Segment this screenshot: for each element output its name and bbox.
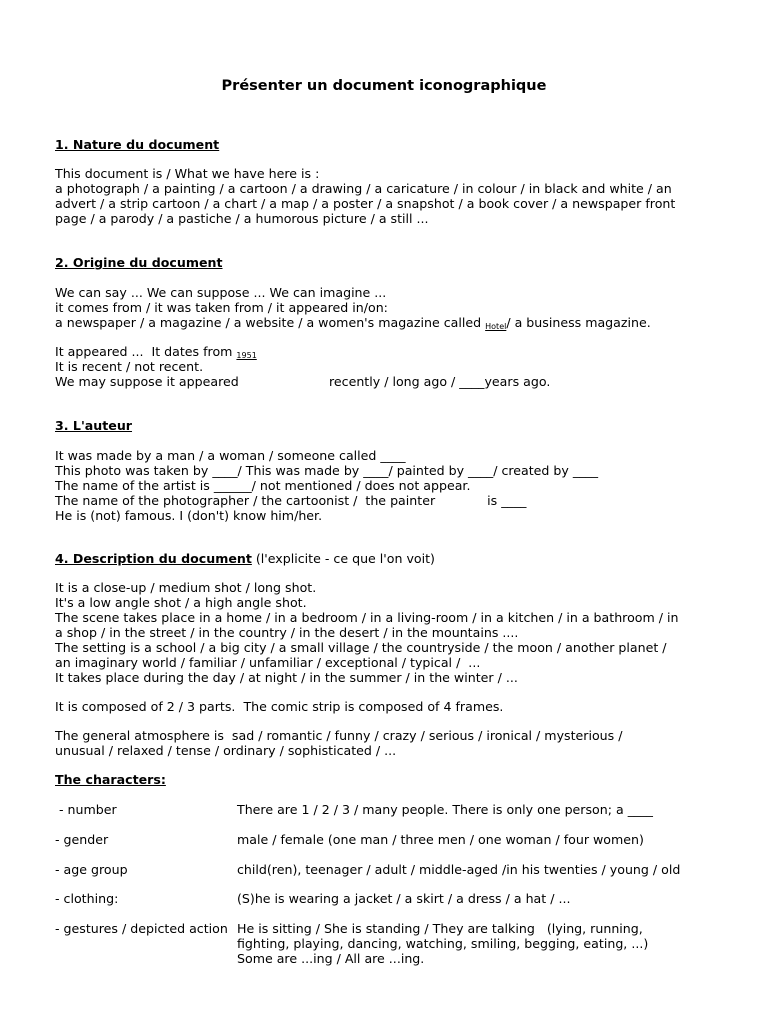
char-label-clothing: - clothing: xyxy=(55,891,119,906)
section-2-heading: 2. Origine du document xyxy=(55,255,223,270)
char-text-age-group: child(ren), teenager / adult / middle-aged /in his twenties / young / old xyxy=(237,862,681,877)
char-label-gender: - gender xyxy=(55,832,109,847)
s4-composed: It is composed of 2 / 3 parts. The comic strip is composed of 4 frames. xyxy=(55,699,504,714)
s4-atmosphere: unusual / relaxed / tense / ordinary / sophisticated / ... xyxy=(55,743,397,758)
s2-line: It is recent / not recent. xyxy=(55,359,204,374)
s1-line: advert / a strip cartoon / a chart / a map / a poster / a snapshot / a book cover / a newspaper front xyxy=(55,196,676,211)
char-text-gestures: fighting, playing, dancing, watching, smiling, begging, eating, ...) xyxy=(237,936,649,951)
s3-line: The name of the artist is ______/ not mentioned / does not appear. xyxy=(55,478,471,493)
s2-line: We may suppose it appeared xyxy=(55,374,239,389)
s3-line: The name of the photographer / the cartoonist / the painter is ____ xyxy=(55,493,527,508)
s4-line: a shop / in the street / in the country / in the desert / in the mountains .... xyxy=(55,625,519,640)
s2-line: recently / long ago / ____years ago. xyxy=(329,374,551,389)
s3-line: This photo was taken by ____/ This was made by ____/ painted by ____/ created by ____ xyxy=(55,463,599,478)
characters-heading: The characters: xyxy=(55,772,166,787)
s1-line: This document is / What we have here is : xyxy=(55,166,320,181)
s1-line: a photograph / a painting / a cartoon / a drawing / a caricature / in colour / in black and white / an xyxy=(55,181,672,196)
page-title: Présenter un document iconographique xyxy=(221,78,547,94)
char-text-number: There are 1 / 2 / 3 / many people. There is only one person; a ____ xyxy=(237,802,653,817)
char-text-gestures: He is sitting / She is standing / They are talking (lying, running, xyxy=(237,921,643,936)
section-1-heading: 1. Nature du document xyxy=(55,137,220,152)
char-text-gestures: Some are ...ing / All are ...ing. xyxy=(237,951,425,966)
char-text-gender: male / female (one man / three men / one woman / four women) xyxy=(237,832,644,847)
s4-line: It takes place during the day / at night / in the summer / in the winter / ... xyxy=(55,670,518,685)
s4-line: The setting is a school / a big city / a small village / the countryside / the moon / another planet / xyxy=(55,640,667,655)
magazine-name-fill: Hotel xyxy=(485,322,507,331)
s3-line: He is (not) famous. I (don't) know him/her. xyxy=(55,508,323,523)
s4-line: an imaginary world / familiar / unfamiliar / exceptional / typical / ... xyxy=(55,655,481,670)
section-3-heading: 3. L'auteur xyxy=(55,418,133,433)
char-label-age-group: - age group xyxy=(55,862,128,877)
s2-line: it comes from / it was taken from / it appeared in/on: xyxy=(55,300,388,315)
s2-line: We can say ... We can suppose ... We can imagine ... xyxy=(55,285,387,300)
char-label-gestures: - gestures / depicted action xyxy=(55,921,228,936)
section-4-heading: 4. Description du document (l'explicite - ce que l'on voit) xyxy=(55,551,435,566)
char-label-number: - number xyxy=(55,802,117,817)
s3-line: It was made by a man / a woman / someone called ____ xyxy=(55,448,406,463)
s4-line: It is a close-up / medium shot / long shot. xyxy=(55,580,317,595)
s4-line: It's a low angle shot / a high angle shot. xyxy=(55,595,307,610)
s1-line: page / a parody / a pastiche / a humorous picture / a still ... xyxy=(55,211,429,226)
char-text-clothing: (S)he is wearing a jacket / a skirt / a dress / a hat / ... xyxy=(237,891,571,906)
s4-line: The scene takes place in a home / in a bedroom / in a living-room / in a kitchen / in a bathroom / in xyxy=(55,610,679,625)
s2-line: a newspaper / a magazine / a website / a women's magazine called Hotel/ a business magazine. xyxy=(55,315,651,331)
s2-line: It appeared ... It dates from 1951 xyxy=(55,344,257,360)
date-fill: 1951 xyxy=(236,351,257,360)
s4-atmosphere: The general atmosphere is sad / romantic / funny / crazy / serious / ironical / mysterious / xyxy=(55,728,623,743)
